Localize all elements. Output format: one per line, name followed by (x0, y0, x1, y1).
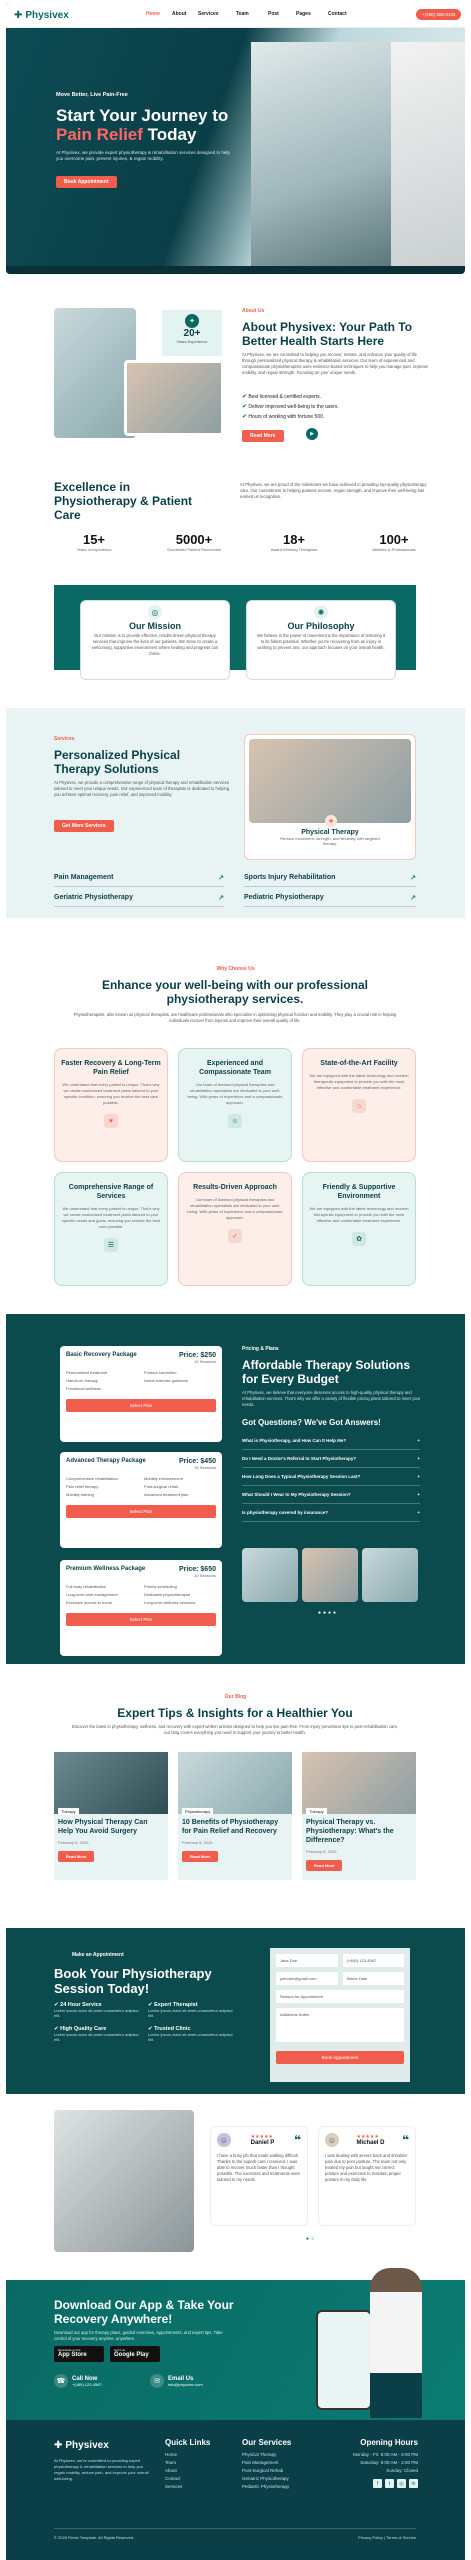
avatar: ☺ (325, 2133, 339, 2147)
faq-item[interactable]: Is physiotherapy covered by insurance? + (242, 1504, 420, 1522)
plan-card-advanced: Advanced Therapy Package Price: $450 15 Sessions Comprehensive rehabilitation Mobility enhancement Pain relief therapy Post-surgical rehab Mobility training Advanced treatment plan Select Plan (60, 1452, 222, 1548)
app-description: Download our app for therapy plans, guided exercises, appointments, and expert tips. Take control of your recovery anytime, anywhere. (54, 2330, 223, 2341)
linkedin-icon[interactable]: in (409, 2479, 418, 2488)
stats-row (54, 532, 434, 552)
footer-quick-links: Quick Links Home Team About Contact Services (165, 2438, 211, 2489)
brand-logo[interactable]: ✚ Physivex (14, 10, 69, 21)
plus-icon: + (417, 1510, 420, 1515)
twitter-icon[interactable]: t (385, 2479, 394, 2488)
nav-about[interactable]: About (172, 11, 187, 17)
instagram-icon[interactable]: ◎ (397, 2479, 406, 2488)
footer-link[interactable]: Pediatric Physiotherapy (242, 2484, 290, 2489)
service-pain-management[interactable]: Pain Management ↗ (54, 874, 224, 887)
blog-read-more[interactable]: Read More (182, 1851, 218, 1862)
reason-input[interactable]: Reason for Appointment (276, 1990, 404, 2003)
check-item: ✔ Best licensed & certified experts. (242, 394, 321, 400)
check-icon: ✔ (54, 2026, 59, 2032)
results-icon: ✓ (228, 1229, 242, 1243)
plus-icon: + (417, 1492, 420, 1497)
pricing-title: Affordable Therapy Solutions for Every Budget (242, 1358, 411, 1386)
top-nav (6, 2, 465, 28)
check-icon: ✔ (242, 404, 248, 410)
footer-link[interactable]: About (165, 2468, 177, 2473)
check-icon: ✔ (242, 414, 248, 420)
about-photo-2 (124, 360, 224, 436)
nav-post[interactable]: Post (268, 11, 279, 17)
nav-contact[interactable]: Contact (328, 11, 347, 17)
support-icon: ✿ (352, 1232, 366, 1246)
name-input[interactable]: Jane Doe (276, 1954, 338, 1967)
stat-item: 18+ Award Winning Therapists (270, 532, 318, 552)
quote-icon: ❝ (293, 2133, 301, 2147)
call-button[interactable]: +(480) 555-0103 (416, 9, 461, 20)
hero-kicker: Move Better, Live Pain-Free (56, 92, 128, 98)
gallery-photo (242, 1548, 298, 1602)
plus-icon: + (417, 1456, 420, 1461)
book-appointment-submit[interactable]: Book Appointment (276, 2051, 404, 2064)
stat-item: 15+ Years of experience (76, 532, 112, 552)
check-icon: ✔ (148, 2002, 153, 2008)
team-icon: ☺ (228, 1114, 242, 1128)
check-item: ✔ Deliver improved well-being to the users. (242, 404, 339, 410)
hero-description: At Physivex, we provide expert physiotherapy & rehabilitation services designed to help you overcome pain, prevent injuries, & regain mobility. (56, 150, 230, 161)
blog-card[interactable]: Physiotherapy 10 Benefits of Physiotherapy for Pain Relief and Recovery February 8, 2025 Read More (178, 1752, 292, 1880)
hero-section (6, 2, 465, 274)
feature-card: State-of-the-Art Facility We are equipped with the latest technology and modern therapeutic equipment to provide you with the most effective and comfortable treatment experience. ⌂ (302, 1048, 416, 1162)
faq-title: Got Questions? We've Got Answers! (242, 1418, 381, 1427)
nav-team[interactable]: Team (236, 11, 249, 17)
faq-item[interactable]: Do I Need a Doctor's Referral to Start Physiotherapy? + (242, 1450, 420, 1468)
nav-home[interactable]: Home (146, 11, 160, 17)
notes-textarea[interactable]: Additional Notes (276, 2008, 404, 2042)
plan-card-premium: Premium Wellness Package Price: $650 20 Sessions Full body rehabilitation Priority scheduling Long-term care management Dedicated physiotherapist Exclusive access to home Long-term wellness sessions Select Plan (60, 1560, 222, 1656)
service-sports-injury[interactable]: Sports Injury Rehabilitation ↗ (244, 874, 416, 887)
about-title: About Physivex: Your Path To Better Health Starts Here (242, 320, 413, 348)
feature-item: ✔ Expert Therapist Lorem ipsum dolor sit amet consectetur adipisci elit. (148, 2002, 233, 2018)
appointment-form (270, 1948, 410, 2082)
check-icon: ✔ (242, 394, 248, 400)
services-title: Personalized Physical Therapy Solutions (54, 748, 181, 776)
social-links (340, 2479, 418, 2488)
footer-services: Our Services Physical Therapy Pain Management Post-Surgical Rehab Geriatric Physiotherapy Pediatric Physiotherapy (242, 2438, 292, 2489)
faq-item[interactable]: What is Physiotherapy, and How Can It Help Me? + (242, 1432, 420, 1450)
arrow-icon: ↗ (218, 875, 224, 882)
check-icon: ✔ (54, 2002, 59, 2008)
stat-item: 100+ Athletes & Professionals (372, 532, 416, 552)
target-icon: ◎ (148, 605, 162, 619)
blog-description: Discover the latest in physiotherapy, wellness, and recovery with expert-written articles designed to help you live pain-free. From injury prevention tips to post-rehabilitation care, our blog covers everything you need to support your journey to better health. (71, 1724, 399, 1735)
blog-image (302, 1752, 416, 1814)
therapy-photo (249, 739, 411, 823)
avatar: ☺ (217, 2133, 231, 2147)
mission-card: ◎ Our Mission Our mission is to provide effective, results-driven physical therapy services that improve the lives of our patients. We strive to create a welcoming, supportive environment where healing and progress can thrive. (80, 600, 230, 680)
footer-link[interactable]: Geriatric Physiotherapy (242, 2476, 289, 2481)
select-plan-button[interactable]: Select Plan (66, 1613, 216, 1626)
mail-icon: ✉ (150, 2374, 164, 2388)
faq-item[interactable]: What Should I Wear to My Physiotherapy Session? + (242, 1486, 420, 1504)
blog-image (178, 1752, 292, 1814)
blog-title: Expert Tips & Insights for a Healthier You (117, 1706, 353, 1720)
legal-links[interactable]: Privacy Policy | Terms of Service (358, 2535, 416, 2540)
feature-card: Results-Driven Approach Our team of licensed physical therapists and rehabilitation specialists are dedicated to your well-being. With years of experience and a compassionate approach. ✓ (178, 1172, 292, 1286)
testimonial-card: ☺ ★★★★★ Daniel P ❝ I have a busy job that made walking difficult. Thanks to the superb care I received, I was able to recover much faster than I thought possible. The exercises and treatments were tailored to my needs. (210, 2126, 308, 2226)
arrow-icon: ↗ (410, 895, 416, 902)
blog-eyebrow: Our Blog (224, 1694, 247, 1700)
faq-list (242, 1432, 420, 1522)
nav-pages[interactable]: Pages (296, 11, 311, 17)
phone-input[interactable]: (+480) 123-4567 (343, 1954, 405, 1967)
physical-therapy-card[interactable]: ✚ Physical Therapy Reduce movement, strength, and flexibility with targeted therapy. (244, 734, 416, 860)
blog-read-more[interactable]: Read More (306, 1860, 342, 1871)
blog-card[interactable]: Therapy How Physical Therapy Can Help You Avoid Surgery February 8, 2025 Read More (54, 1752, 168, 1880)
service-geriatric[interactable]: Geriatric Physiotherapy ↗ (54, 894, 224, 907)
footer-bottom: © 2025 Flexio Template. All Rights Reserved. Privacy Policy | Terms of Service (54, 2528, 416, 2540)
stat-item: 5000+ Successful Patient Recoveries (166, 532, 222, 552)
plus-icon: + (417, 1474, 420, 1479)
play-icon[interactable]: ▶ (306, 428, 318, 440)
facebook-icon[interactable]: f (373, 2479, 382, 2488)
philosophy-card: ✺ Our Philosophy We believe in the power of movement & the importance of restoring it to its fullest potential. Whether you're recovering from an injury or working to prevent one, our approach focuses on your overall health. (246, 600, 396, 680)
feature-card: Comprehensive Range of Services We understand that every patient is unique. That's why we create customized treatment plans tailored to your specific needs and goals, ensuring you receive the best care possible. ☰ (54, 1172, 168, 1286)
arrow-icon: ↗ (410, 875, 416, 882)
testimonial-dots[interactable]: ●○ (306, 2236, 317, 2242)
footer-link[interactable]: Pain Management (242, 2460, 279, 2465)
services-eyebrow: Services (54, 736, 75, 742)
hero-patient-photo (391, 42, 465, 267)
appointment-title: Book Your Physiotherapy Session Today! (54, 1966, 212, 1996)
services-icon: ☰ (104, 1238, 118, 1252)
get-more-services-button[interactable]: Get More Services (54, 820, 114, 832)
about-checklist (242, 392, 339, 422)
google-play-button[interactable]: Get it on Google Play (110, 2346, 160, 2362)
email-us[interactable]: ✉ Email Us info@physivex.com (150, 2374, 203, 2388)
quote-icon: ❝ (401, 2133, 409, 2147)
phone-mockup (316, 2310, 372, 2410)
about-eyebrow: About Us (242, 308, 265, 314)
award-icon: ✦ (185, 314, 199, 328)
footer-link[interactable]: Home (165, 2452, 178, 2457)
experience-badge: ✦ 20+ Years Experience (162, 310, 222, 356)
select-plan-button[interactable]: Select Plan (66, 1399, 216, 1412)
therapy-icon: ✚ (325, 815, 337, 827)
footer-link[interactable]: Physical Therapy (242, 2452, 277, 2457)
faq-item[interactable]: How Long Does a Typical Physiotherapy Session Last? + (242, 1468, 420, 1486)
footer-link[interactable]: Team (165, 2460, 177, 2465)
footer-description: At Physivex, we're committed to providing expert physiotherapy & rehabilitation services to help you regain mobility, reduce pain, and improve your overall well-being. (54, 2458, 149, 2481)
blog-read-more[interactable]: Read More (58, 1851, 94, 1862)
facility-icon: ⌂ (352, 1099, 366, 1113)
phone-icon: ☎ (54, 2374, 68, 2388)
rating-stars: ★★★★★ (250, 2134, 274, 2140)
blog-image (54, 1752, 168, 1814)
recovery-icon: ♥ (104, 1114, 118, 1128)
feature-item: ✔ Trusted Clinic Lorem ipsum dolor sit amet consectetur adipisci elit. (148, 2026, 233, 2042)
appointment-eyebrow: Make an Appointment (72, 1952, 124, 1958)
date-input[interactable]: Select Date (343, 1972, 405, 1985)
nav-services[interactable]: Services (198, 11, 219, 17)
check-icon: ✔ (148, 2026, 153, 2032)
blog-card[interactable]: Therapy Physical Therapy vs. Physiotherapy: What's the Difference? February 8, 2025 Read More (302, 1752, 416, 1880)
hero-title: Start Your Journey to Pain Relief Today (56, 106, 229, 144)
hero-therapist-photo (251, 42, 391, 267)
feature-item: ✔ 24 Hour Service Lorem ipsum dolor sit amet consectetur adipisci elit. (54, 2002, 139, 2018)
plus-icon: + (417, 1438, 420, 1443)
footer-hours: Opening Hours Monday - Fri: 8:00 AM - 6:00 PM Saturday: 9:00 AM - 2:00 PM Sunday: Closed f t ◎ in (340, 2438, 418, 2488)
arrow-icon: ↗ (218, 895, 224, 902)
call-now[interactable]: ☎ Call Now +(480) 123-4567 (54, 2374, 102, 2388)
footer-link[interactable]: Contact (165, 2476, 181, 2481)
app-store-button[interactable]: Download on the App Store (54, 2346, 104, 2362)
excellence-description: At Physivex, we are proud of the milestones we have achieved in providing top-quality physiotherapy care. Our commitment to helping patients recover, regain strength, and improve their well-being has earned us recognition. (240, 482, 427, 499)
feature-card: Experienced and Compassionate Team Our team of licensed physical therapists and rehabilitation specialists are dedicated to your well-being. With years of experience and a compassionate approach. ☺ (178, 1048, 292, 1162)
gallery-photo (362, 1548, 418, 1602)
feature-item: ✔ High Quality Care Lorem ipsum dolor sit amet consectetur adipisci elit. (54, 2026, 139, 2042)
about-description: At Physivex, we are committed to helping you recover, restore, and enhance your quality of life through personalized physical therapy & rehabilitation services. Our team of experienced and compassionate physiotherapists uses evidence-based techniques to help you manage pain, improve mobility, and regain strength. Focusing on your unique needs. (242, 352, 428, 375)
about-read-more-button[interactable]: Read More (242, 430, 284, 442)
logo-icon: ✚ (54, 2440, 63, 2451)
footer-link[interactable]: Services (165, 2484, 183, 2489)
rating-stars: ★★★★★ (356, 2134, 379, 2140)
footer-link[interactable]: Post-Surgical Rehab (242, 2468, 284, 2473)
check-item: ✔ Hours of working with fortune 500. (242, 414, 325, 420)
appointment-features (54, 2002, 234, 2042)
logo-icon: ✚ (14, 10, 23, 21)
footer-logo[interactable]: ✚ Physivex (54, 2440, 109, 2451)
lightbulb-icon: ✺ (314, 605, 328, 619)
pricing-eyebrow: Pricing & Plans (242, 1346, 279, 1352)
why-description: Physiotherapists, also known as physical therapists, are healthcare professionals who specialize in optimizing physical function and mobility. They play a crucial role in helping individuals recover from injuries and improve their overall quality of life. (73, 1012, 397, 1023)
excellence-title: Excellence in Physiotherapy & Patient Care (54, 480, 193, 522)
testimonial-card: ☺ ★★★★★ Michael D ❝ I was dealing with severe back and shoulder pain due to poor posture. The team not only treated my pain but taught me correct posture and exercises to maintain proper posture in my daily life. (318, 2126, 416, 2226)
services-description: At Physivex, we provide a comprehensive range of physical therapy and rehabilitation services tailored to meet your unique needs. Our experienced team of therapists is dedicated to helping you achieve optimal recovery, pain relief, and improved mobility. (54, 780, 230, 797)
select-plan-button[interactable]: Select Plan (66, 1505, 216, 1518)
doctor-photo (370, 2268, 422, 2418)
book-appointment-button[interactable]: Book Appointment (56, 176, 117, 188)
pricing-description: At Physivex, we believe that everyone deserves access to high-quality physical therapy and rehabilitation services. That's why we offer a variety of flexible pricing plans tailored to meet your needs. (242, 1390, 421, 1407)
app-title: Download Our App & Take Your Recovery Anywhere! (54, 2298, 234, 2326)
why-title: Enhance your well-being with our professional physiotherapy services. (101, 978, 369, 1006)
service-pediatric[interactable]: Pediatric Physiotherapy ↗ (244, 894, 416, 907)
gallery-photo (302, 1548, 358, 1602)
carousel-dots[interactable]: ●●●● (318, 1610, 339, 1616)
plan-card-basic: Basic Recovery Package Price: $250 10 Sessions Personalized treatment Posture correction Hands-on therapy Home exercise guidance Functional wellness Select Plan (60, 1346, 222, 1442)
feature-card: Friendly & Supportive Environment We are equipped with the latest technology and modern therapeutic equipment to provide you with the most effective and comfortable treatment experience. ✿ (302, 1172, 416, 1286)
feature-card: Faster Recovery & Long-Term Pain Relief We understand that every patient is unique. That's why we create customized treatment plans tailored to your specific condition, ensuring you receive the best care possible. ♥ (54, 1048, 168, 1162)
email-input[interactable]: johndoe@gmail.com (276, 1972, 338, 1985)
why-eyebrow: Why Choose Us (216, 966, 255, 972)
testimonial-photo (54, 2110, 194, 2252)
